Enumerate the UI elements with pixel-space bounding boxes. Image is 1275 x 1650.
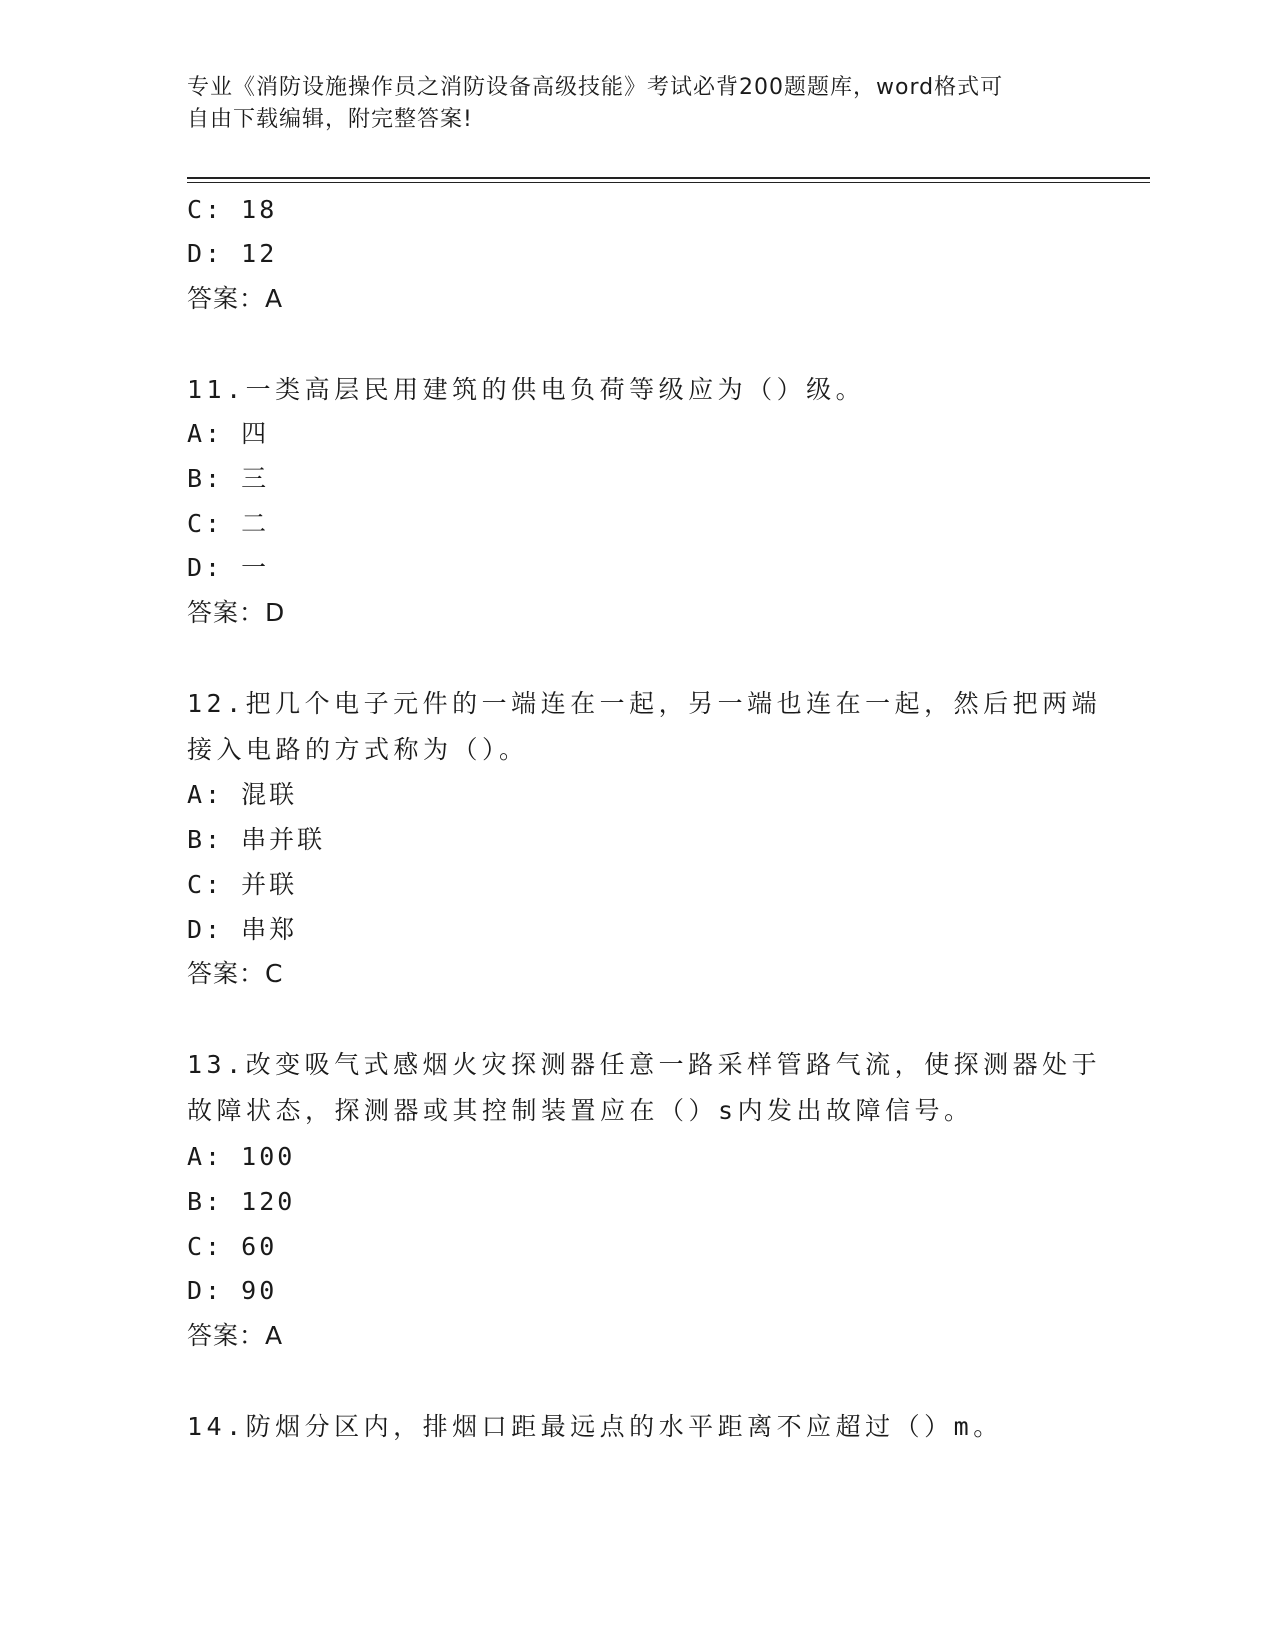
prev-answer: 答案：A bbox=[187, 284, 284, 313]
q14-stem: 14.防烟分区内，排烟口距最远点的水平距离不应超过（）m。 bbox=[187, 1412, 1003, 1441]
q12-option-b: B: 串并联 bbox=[187, 825, 326, 854]
q12-option-d: D: 串郑 bbox=[187, 915, 298, 944]
q11-option-a: A: 四 bbox=[187, 419, 270, 448]
q13-stem-line-1: 13.改变吸气式感烟火灾探测器任意一路采样管路气流，使探测器处于 bbox=[187, 1050, 1102, 1079]
header-divider-thin bbox=[187, 182, 1150, 183]
q12-stem-line-1: 12.把几个电子元件的一端连在一起，另一端也连在一起，然后把两端 bbox=[187, 689, 1102, 718]
prev-option-c: C: 18 bbox=[187, 195, 278, 224]
q13-option-a: A: 100 bbox=[187, 1142, 296, 1171]
q11-option-c: C: 二 bbox=[187, 509, 270, 538]
q11-option-b: B: 三 bbox=[187, 464, 270, 493]
q13-answer: 答案：A bbox=[187, 1321, 284, 1350]
q12-option-c: C: 并联 bbox=[187, 870, 298, 899]
q13-stem-line-2: 故障状态，探测器或其控制装置应在（）s内发出故障信号。 bbox=[187, 1096, 974, 1125]
q13-option-b: B: 120 bbox=[187, 1187, 296, 1216]
page-header bbox=[187, 72, 1067, 136]
header-divider bbox=[187, 177, 1150, 179]
q13-option-d: D: 90 bbox=[187, 1276, 278, 1305]
header-line-2: 自由下载编辑，附完整答案! bbox=[187, 107, 473, 132]
prev-option-d: D: 12 bbox=[187, 239, 278, 268]
q11-stem: 11.一类高层民用建筑的供电负荷等级应为（）级。 bbox=[187, 375, 866, 404]
q12-answer: 答案：C bbox=[187, 959, 284, 988]
q11-answer: 答案：D bbox=[187, 598, 286, 627]
q13-option-c: C: 60 bbox=[187, 1232, 278, 1261]
q11-option-d: D: 一 bbox=[187, 553, 270, 582]
q12-option-a: A: 混联 bbox=[187, 780, 298, 809]
q12-stem-line-2: 接入电路的方式称为（）。 bbox=[187, 735, 529, 764]
header-line-1: 专业《消防设施操作员之消防设备高级技能》考试必背200题题库，word格式可 bbox=[187, 75, 1004, 100]
